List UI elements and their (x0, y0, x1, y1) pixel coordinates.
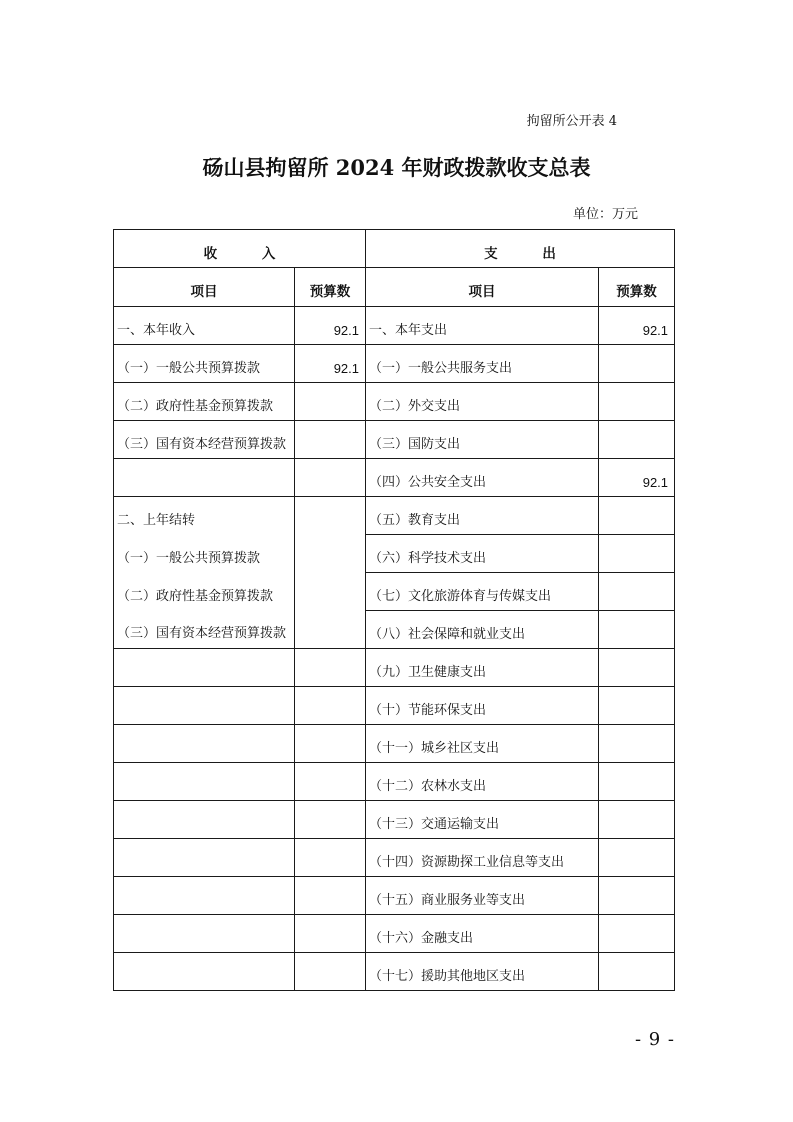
expense-budget-cell: 92.1 (599, 459, 675, 497)
income-budget-cell (295, 649, 366, 687)
expense-budget-cell (599, 953, 675, 991)
expense-item-cell: （十四）资源勘探工业信息等支出 (366, 839, 599, 877)
expense-item-cell: 一、本年支出 (366, 307, 599, 345)
expense-budget-cell (599, 801, 675, 839)
expense-budget-cell (599, 687, 675, 725)
table-row (114, 687, 675, 725)
income-item-cell (114, 877, 295, 915)
column-header-income-budget: 预算数 (295, 268, 366, 307)
table-row (114, 345, 675, 383)
column-header-expense-item: 项目 (366, 268, 599, 307)
expense-budget-cell (599, 383, 675, 421)
income-item-cell: （三）国有资本经营预算拨款 (114, 611, 295, 649)
income-item-cell: 二、上年结转 (114, 497, 295, 535)
expense-budget-cell (599, 915, 675, 953)
expense-item-cell: （十一）城乡社区支出 (366, 725, 599, 763)
expense-budget-cell (599, 877, 675, 915)
income-budget-cell (295, 421, 366, 459)
expense-budget-cell (599, 611, 675, 649)
page-title: 砀山县拘留所 2024 年财政拨款收支总表 (202, 155, 591, 180)
table-row (114, 459, 675, 497)
expense-item-cell: （八）社会保障和就业支出 (366, 611, 599, 649)
table-row (114, 953, 675, 991)
income-item-cell (114, 801, 295, 839)
income-budget-cell (295, 573, 366, 611)
expense-budget-cell (599, 421, 675, 459)
expense-budget-cell (599, 763, 675, 801)
table-row (114, 839, 675, 877)
income-budget-cell (295, 459, 366, 497)
expense-budget-cell (599, 839, 675, 877)
expense-item-cell: （三）国防支出 (366, 421, 599, 459)
table-row (114, 877, 675, 915)
table-row (114, 497, 675, 535)
expense-budget-cell (599, 725, 675, 763)
income-item-cell (114, 725, 295, 763)
table-row (114, 801, 675, 839)
income-item-cell: 一、本年收入 (114, 307, 295, 345)
income-budget-cell (295, 763, 366, 801)
income-item-cell (114, 459, 295, 497)
expense-section-header: 支 出 (366, 230, 675, 268)
table-row (114, 915, 675, 953)
income-budget-cell (295, 953, 366, 991)
table-row (114, 535, 675, 573)
income-item-cell: （一）一般公共预算拨款 (114, 535, 295, 573)
expense-budget-cell (599, 345, 675, 383)
expense-budget-cell (599, 573, 675, 611)
income-item-cell: （二）政府性基金预算拨款 (114, 573, 295, 611)
income-section-header: 收 入 (114, 230, 366, 268)
income-budget-cell (295, 839, 366, 877)
expense-item-cell: （六）科学技术支出 (366, 535, 599, 573)
income-budget-cell (295, 915, 366, 953)
income-budget-cell (295, 383, 366, 421)
income-budget-cell (295, 535, 366, 573)
table-row (114, 421, 675, 459)
income-budget-cell (295, 497, 366, 535)
page-number: - 9 - (634, 1029, 675, 1050)
expense-item-cell: （九）卫生健康支出 (366, 649, 599, 687)
budget-table-body (114, 307, 675, 991)
column-header-expense-budget: 预算数 (599, 268, 675, 307)
expense-item-cell: （一）一般公共服务支出 (366, 345, 599, 383)
income-budget-cell (295, 725, 366, 763)
table-row (114, 573, 675, 611)
expense-budget-cell (599, 649, 675, 687)
unit-label: 单位：万元 (572, 207, 638, 222)
expense-item-cell: （十五）商业服务业等支出 (366, 877, 599, 915)
expense-budget-cell (599, 535, 675, 573)
table-row (114, 611, 675, 649)
budget-table (113, 229, 675, 991)
income-budget-cell (295, 801, 366, 839)
income-budget-cell (295, 687, 366, 725)
table-row (114, 725, 675, 763)
table-row (114, 307, 675, 345)
income-budget-cell: 92.1 (295, 345, 366, 383)
expense-item-cell: （七）文化旅游体育与传媒支出 (366, 573, 599, 611)
income-item-cell (114, 763, 295, 801)
expense-item-cell: （十七）援助其他地区支出 (366, 953, 599, 991)
income-item-cell: （三）国有资本经营预算拨款 (114, 421, 295, 459)
income-budget-cell (295, 877, 366, 915)
table-row (114, 649, 675, 687)
section-header-row (114, 230, 675, 268)
expense-budget-cell (599, 497, 675, 535)
income-item-cell (114, 953, 295, 991)
income-item-cell (114, 687, 295, 725)
expense-item-cell: （十）节能环保支出 (366, 687, 599, 725)
expense-item-cell: （四）公共安全支出 (366, 459, 599, 497)
income-budget-cell: 92.1 (295, 307, 366, 345)
column-header-income-item: 项目 (114, 268, 295, 307)
expense-item-cell: （十三）交通运输支出 (366, 801, 599, 839)
income-item-cell (114, 915, 295, 953)
column-header-row (114, 268, 675, 307)
income-item-cell (114, 649, 295, 687)
expense-item-cell: （十六）金融支出 (366, 915, 599, 953)
expense-budget-cell: 92.1 (599, 307, 675, 345)
income-budget-cell (295, 611, 366, 649)
expense-item-cell: （十二）农林水支出 (366, 763, 599, 801)
table-row (114, 383, 675, 421)
table-row (114, 763, 675, 801)
income-item-cell (114, 839, 295, 877)
expense-item-cell: （五）教育支出 (366, 497, 599, 535)
income-item-cell: （一）一般公共预算拨款 (114, 345, 295, 383)
income-item-cell: （二）政府性基金预算拨款 (114, 383, 295, 421)
expense-item-cell: （二）外交支出 (366, 383, 599, 421)
header-note: 拘留所公开表 4 (526, 114, 617, 129)
